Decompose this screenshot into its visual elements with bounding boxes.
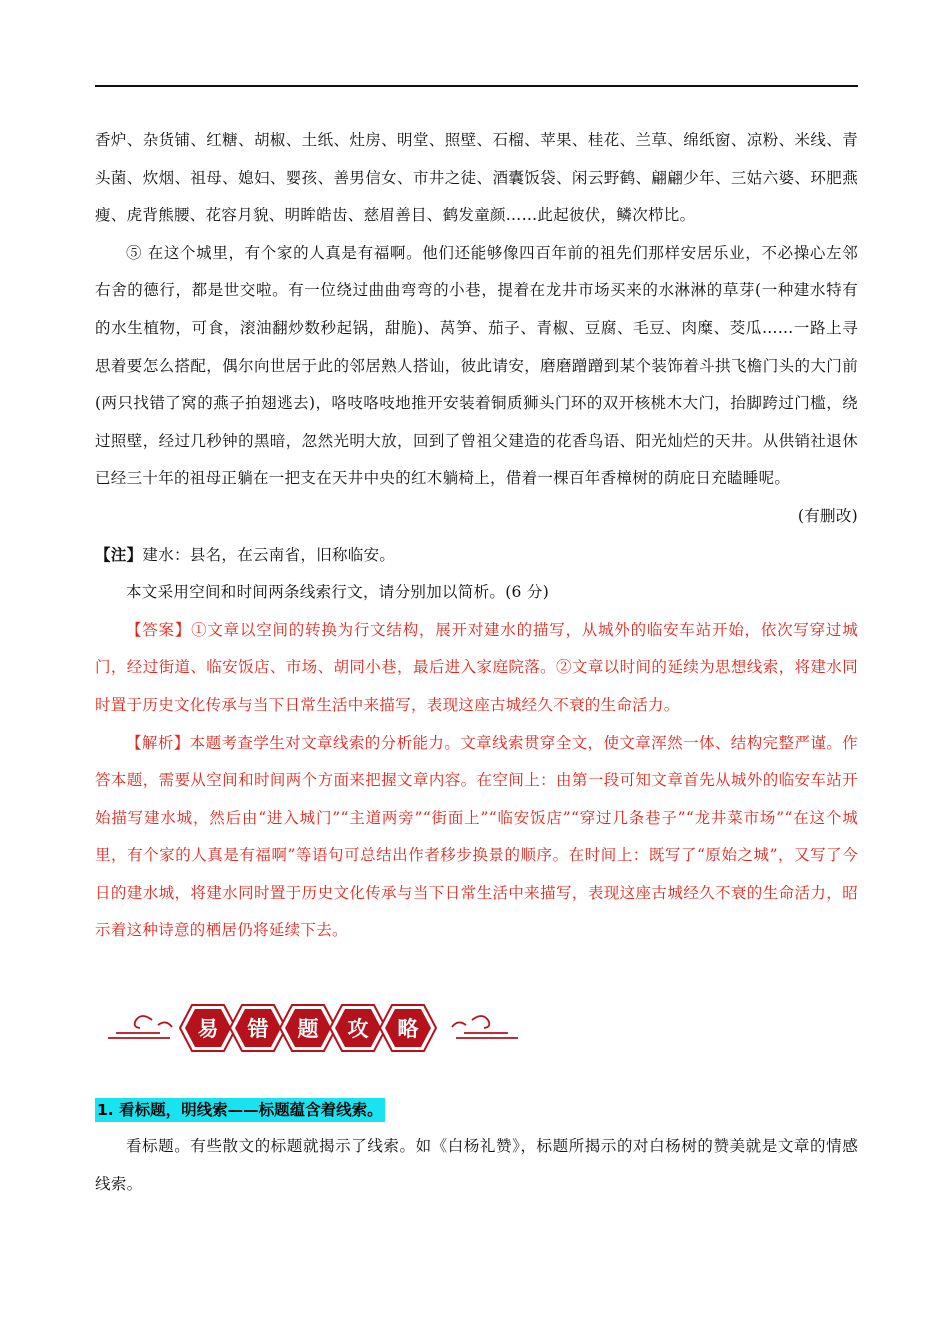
cloud-scroll-left-icon [108,1016,172,1038]
section-title-highlight: 1. 看标题，明线索——标题蕴含着线索。 [95,1098,385,1122]
annotation [95,536,858,575]
passage-paragraph-5: ⑤ 在这个城里，有个家的人真是有福啊。他们还能够像四百年前的祖先们那样安居乐业，不必操心左邻右舍的德行，都是世交啦。有一位绕过曲曲弯弯的小巷，提着在龙井市场买来的水淋淋的草芽(一种建水特有的水生植物，可食，滚油翻炒数秒起锅，甜脆)、莴笋、茄子、青椒、豆腐、毛豆、肉糜、茭瓜……一路上寻思着要怎么搭配，偶尔向世居于此的邻居熟人搭讪，彼此请安，磨磨蹭蹭到某个装饰着斗拱飞檐门头的大门前(两只找错了窝的燕子拍翅逃去)，咯吱咯吱地推开安装着铜质狮头门环的双开核桃木大门，抬脚跨过门槛，绕过照壁，经过几秒钟的黑暗，忽然光明大放，回到了曾祖父建造的花香鸟语、阳光灿烂的天井。从供销社退休已经三十年的祖母正躺在一把支在天井中央的红木躺椅上，借着一棵百年香樟树的荫庇日充瞌睡呢。 [95,243,858,488]
banner-char-5: 略 [397,1017,419,1041]
passage-continuation: 香炉、杂货铺、红糖、胡椒、土纸、灶房、明堂、照壁、石榴、苹果、桂花、兰草、绵纸窗、凉粉、米线、青头菌、炊烟、祖母、媳妇、婴孩、善男信女、市井之徒、酒囊饭袋、闲云野鹤、翩翩少年、三姑六婆、环肥燕瘦、虎背熊腰、花容月貌、明眸皓齿、慈眉善目、鹤发童颜……此起彼伏，鳞次栉比。 [95,131,858,225]
answer-text: ①文章以空间的转换为行文结构，展开对建水的描写，从城外的临安车站开始，依次写穿过城门，经过街道、临安饭店、市场、胡同小巷，最后进入家庭院落。②文章以时间的延续为思想线索，将建水同时置于历史文化传承与当下日常生活中来描写，表现这座古城经久不衰的生命活力。 [95,620,858,714]
header-rule [95,85,858,87]
analysis-block [95,725,858,951]
banner-char-1: 易 [197,1017,219,1041]
analysis-label: 【解析】 [126,733,190,752]
section-banner [108,995,518,1061]
annotation-label: 【注】 [95,544,143,564]
banner-char-4: 攻 [347,1017,369,1041]
answer-label: 【答案】 [126,620,192,639]
annotation-text: 建水：县名，在云南省，旧称临安。 [142,545,396,564]
section-body-text: 看标题。有些散文的标题就揭示了线索。如《白杨礼赞》，标题所揭示的对白杨树的赞美就是文章的情感线索。 [95,1137,858,1193]
answer-block [95,612,858,725]
banner-char-3: 题 [297,1017,319,1041]
document-body [95,122,858,950]
banner-char-2: 错 [247,1017,269,1041]
cloud-scroll-right-icon [452,1016,518,1038]
section-body [95,1128,858,1203]
question-text: 本文采用空间和时间两条线索行文，请分别加以简析。(6 分) [126,583,550,602]
edited-note: (有删改) [797,506,858,525]
analysis-text: 本题考查学生对文章线索的分析能力。文章线索贯穿全文，使文章浑然一体、结构完整严谨。作答本题，需要从空间和时间两个方面来把握文章内容。在空间上：由第一段可知文章首先从城外的临安车站开始描写建水城，然后由“进入城门”“主道两旁”“街面上”“临安饭店”“穿过几条巷子”“龙井菜市场”“在这个城里，有个家的人真是有福啊”等语句可总结出作者移步换景的顺序。在时间上：既写了“原始之城”，又写了今日的建水城，将建水同时置于历史文化传承与当下日常生活中来描写，表现这座古城经久不衰的生命活力，昭示着这种诗意的栖居仍将延续下去。 [95,733,859,940]
